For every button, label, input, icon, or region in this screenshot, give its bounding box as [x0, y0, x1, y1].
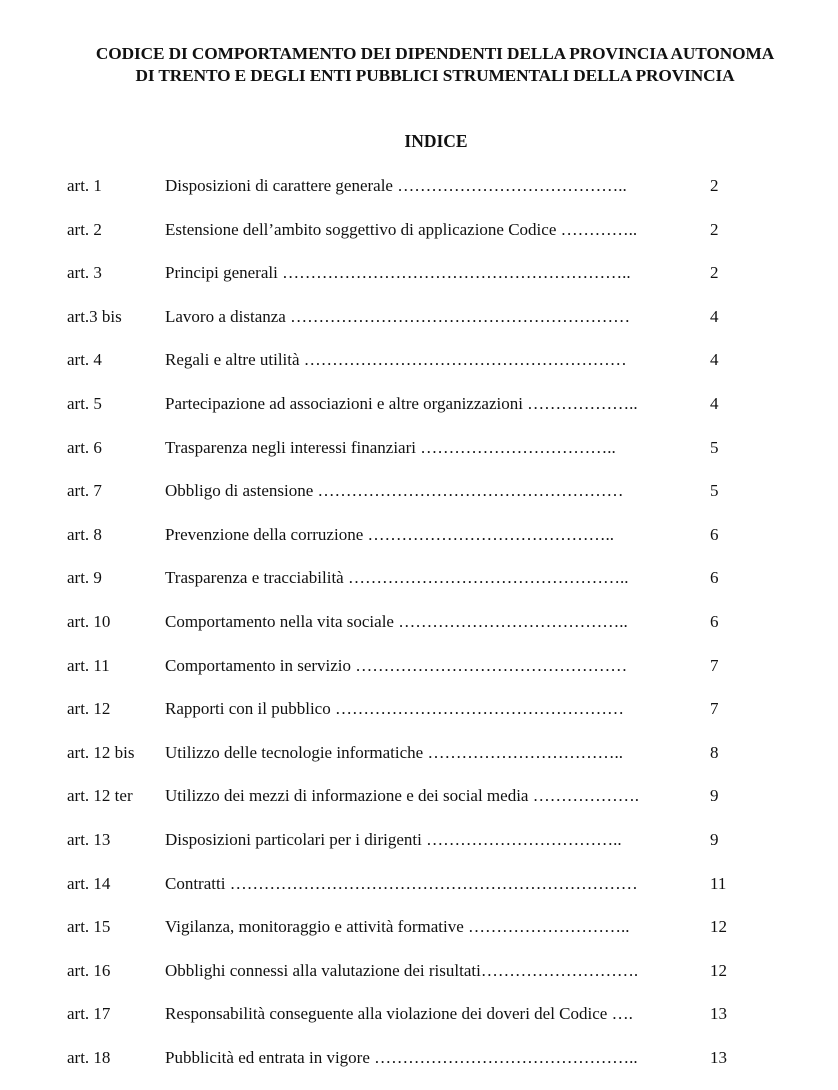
toc-page-number: 9	[710, 830, 719, 849]
toc-entry-title: Utilizzo dei mezzi di informazione e dei social media ……………….	[165, 786, 639, 806]
toc-article-number: art. 14	[67, 873, 111, 893]
toc-article-number: art. 1	[67, 176, 102, 195]
toc-page-number: 2	[710, 219, 719, 239]
toc-article-number: art. 9	[67, 568, 102, 588]
toc-article-number: art. 18	[67, 1048, 111, 1067]
toc-page-number: 4	[710, 306, 719, 326]
toc-entry	[0, 437, 838, 459]
toc-entry	[0, 829, 838, 851]
toc-page-number: 13	[710, 1048, 727, 1067]
toc-page-number: 6	[710, 524, 719, 544]
toc-entry	[0, 698, 838, 720]
toc-page-number: 4	[710, 394, 719, 413]
toc-article-number: art. 6	[67, 437, 102, 457]
toc-page-number: 7	[710, 699, 719, 719]
toc-article-number: art. 17	[67, 1004, 111, 1024]
toc-article-number: art. 7	[67, 481, 102, 501]
toc-entry	[0, 960, 838, 982]
toc-page-number: 6	[710, 568, 719, 588]
toc-entry	[0, 567, 838, 589]
toc-page-number: 7	[710, 655, 719, 675]
toc-entry	[0, 262, 838, 284]
toc-page-number: 5	[710, 437, 719, 457]
toc-article-number: art. 8	[67, 524, 102, 544]
toc-entry-title: Rapporti con il pubblico ……………………………………………	[165, 699, 624, 719]
toc-page-number: 2	[710, 176, 719, 195]
toc-article-number: art. 12	[67, 699, 111, 719]
toc-entry	[0, 219, 838, 241]
toc-article-number: art. 4	[67, 350, 102, 370]
toc-article-number: art. 2	[67, 219, 102, 239]
toc-entry-title: Responsabilità conseguente alla violazione dei doveri del Codice ….	[165, 1004, 633, 1024]
toc-entry-title: Estensione dell’ambito soggettivo di applicazione Codice …………..	[165, 219, 638, 239]
toc-entry-title: Lavoro a distanza ……………………………………………………	[165, 306, 631, 326]
toc-entry	[0, 175, 838, 197]
toc-article-number: art. 12 bis	[67, 742, 135, 762]
toc-page-number: 6	[710, 612, 719, 631]
document-title-line-1: CODICE DI COMPORTAMENTO DEI DIPENDENTI DELLA PROVINCIA AUTONOMA	[95, 44, 775, 63]
toc-entry-title: Utilizzo delle tecnologie informatiche ……………………………..	[165, 742, 623, 762]
toc-page-number: 5	[710, 481, 719, 501]
toc-article-number: art.3 bis	[67, 306, 122, 326]
toc-entry-title: Disposizioni particolari per i dirigenti ……………………………..	[165, 830, 622, 849]
toc-page-number: 12	[710, 917, 727, 937]
toc-page-number: 9	[710, 786, 719, 806]
toc-entry	[0, 742, 838, 764]
document-title	[40, 43, 830, 87]
toc-entry	[0, 873, 838, 895]
index-heading: INDICE	[404, 131, 468, 151]
toc-entry	[0, 349, 838, 371]
toc-entry-title: Trasparenza e tracciabilità …………………………………………..	[165, 568, 629, 588]
toc-entry-title: Disposizioni di carattere generale …………………………………..	[165, 176, 627, 195]
toc-entry-title: Partecipazione ad associazioni e altre organizzazioni ………………..	[165, 394, 638, 413]
toc-article-number: art. 16	[67, 960, 111, 980]
document-title-line-2: DI TRENTO E DEGLI ENTI PUBBLICI STRUMENTALI DELLA PROVINCIA	[135, 66, 735, 85]
toc-entry	[0, 655, 838, 677]
toc-entry	[0, 785, 838, 807]
toc-article-number: art. 3	[67, 263, 102, 283]
toc-entry	[0, 916, 838, 938]
toc-page-number: 2	[710, 263, 719, 283]
toc-entry-title: Prevenzione della corruzione ……………………………………..	[165, 524, 614, 544]
toc-page-number: 12	[710, 960, 727, 980]
toc-article-number: art. 13	[67, 830, 111, 849]
toc-entry-title: Regali e altre utilità …………………………………………………	[165, 350, 627, 370]
toc-entry-title: Obbligo di astensione ………………………………………………	[165, 481, 624, 501]
toc-entry-title: Principi generali ……………………………………………………..	[165, 263, 631, 283]
toc-entry-title: Trasparenza negli interessi finanziari ……………………………..	[165, 437, 616, 457]
toc-entry	[0, 393, 838, 415]
toc-article-number: art. 10	[67, 612, 111, 631]
toc-entry	[0, 611, 838, 633]
toc-page-number: 4	[710, 350, 719, 370]
toc-page-number: 11	[710, 873, 727, 893]
toc-entry-title: Comportamento nella vita sociale …………………………………..	[165, 612, 628, 631]
toc-article-number: art. 12 ter	[67, 786, 133, 806]
toc-article-number: art. 11	[67, 655, 110, 675]
toc-entry	[0, 524, 838, 546]
toc-entry	[0, 480, 838, 502]
toc-entry	[0, 306, 838, 328]
toc-page-number: 13	[710, 1004, 727, 1024]
toc-entry	[0, 1047, 838, 1069]
toc-entry-title: Vigilanza, monitoraggio e attività formative ………………………..	[165, 917, 630, 937]
toc-entry-title: Obblighi connessi alla valutazione dei risultati……………………….	[165, 960, 639, 980]
toc-entry-title: Contratti ………………………………………………………………	[165, 873, 638, 893]
toc-entry-title: Comportamento in servizio …………………………………………	[165, 655, 628, 675]
toc-entry	[0, 1003, 838, 1025]
toc-article-number: art. 15	[67, 917, 111, 937]
toc-article-number: art. 5	[67, 394, 102, 413]
toc-entry-title: Pubblicità ed entrata in vigore ………………………………………..	[165, 1048, 638, 1067]
toc-page-number: 8	[710, 742, 719, 762]
